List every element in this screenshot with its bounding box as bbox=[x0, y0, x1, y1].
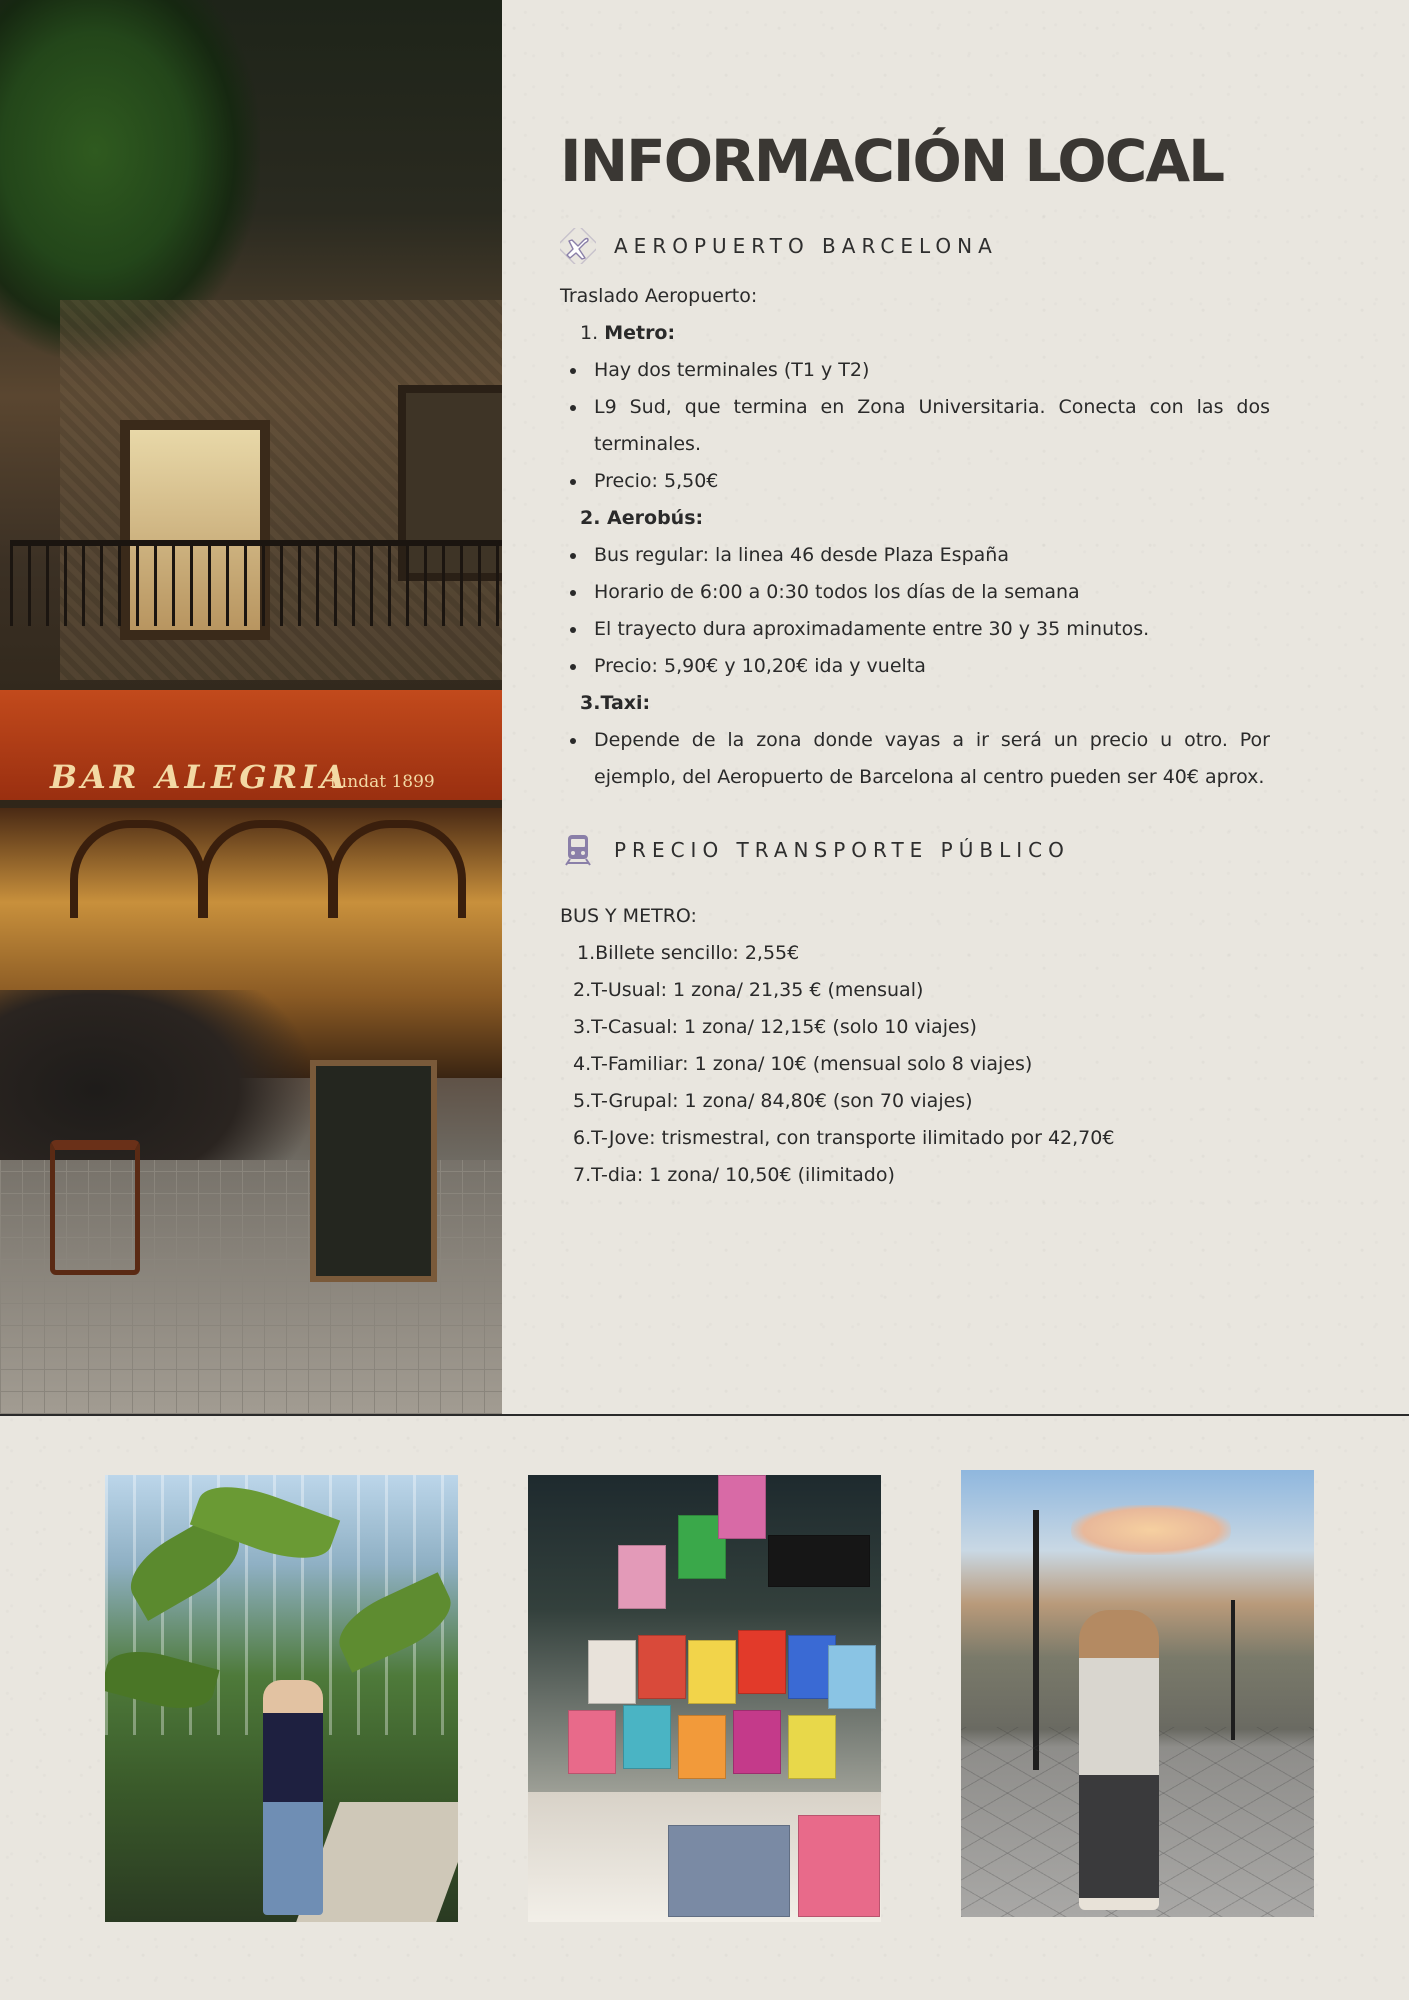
storefront-arch bbox=[70, 820, 206, 918]
list-item: Horario de 6:00 a 0:30 todos los días de la semana bbox=[560, 574, 1270, 611]
aerobus-subheading: 2. Aerobús: bbox=[580, 507, 704, 529]
list-item: 5.T-Grupal: 1 zona/ 84,80€ (son 70 viajes) bbox=[573, 1090, 973, 1112]
terrace-chair bbox=[50, 1140, 140, 1275]
train-icon bbox=[560, 832, 596, 868]
list-item: Bus regular: la linea 46 desde Plaza España bbox=[560, 537, 1270, 574]
magazine bbox=[828, 1645, 876, 1709]
airport-section-header bbox=[560, 228, 1270, 264]
magazine bbox=[768, 1535, 870, 1587]
storefront-arch bbox=[200, 820, 336, 918]
section-divider bbox=[0, 1414, 1409, 1416]
magazine bbox=[733, 1710, 781, 1774]
page-title: INFORMACIÓN LOCAL bbox=[560, 127, 1224, 195]
magazine bbox=[623, 1705, 671, 1769]
sunset-cloud bbox=[1071, 1505, 1231, 1555]
list-item: L9 Sud, que termina en Zona Universitaria. Conecta con las dos terminales. bbox=[560, 389, 1270, 463]
airport-intro: Traslado Aeropuerto: bbox=[560, 285, 758, 307]
magazine bbox=[788, 1715, 836, 1779]
greenhouse-photo bbox=[105, 1475, 458, 1922]
list-item: Hay dos terminales (T1 y T2) bbox=[560, 352, 1270, 389]
storefront-arch bbox=[330, 820, 466, 918]
awning-sign: BAR ALEGRIA bbox=[50, 758, 350, 796]
list-item: Precio: 5,50€ bbox=[560, 463, 1270, 500]
magazine bbox=[798, 1815, 880, 1917]
magazine bbox=[668, 1825, 790, 1917]
magazine bbox=[638, 1635, 686, 1699]
magazine bbox=[718, 1475, 766, 1539]
bookstore-photo bbox=[528, 1475, 881, 1922]
list-item: 6.T-Jove: trismestral, con transporte ilimitado por 42,70€ bbox=[573, 1127, 1115, 1149]
content-column bbox=[560, 120, 1270, 1194]
taxi-list bbox=[560, 722, 1270, 796]
metro-subheading bbox=[560, 315, 1270, 352]
taxi-subheading: 3.Taxi: bbox=[580, 692, 651, 714]
list-item: Depende de la zona donde vayas a ir será un precio u otro. Por ejemplo, del Aeropuerto de Barcelona al centro pueden ser 40€ aprox. bbox=[560, 722, 1270, 796]
hero-photo-bar-alegria bbox=[0, 0, 502, 1414]
list-item: 7.T-dia: 1 zona/ 10,50€ (ilimitado) bbox=[573, 1164, 895, 1186]
list-item: Precio: 5,90€ y 10,20€ ida y vuelta bbox=[560, 648, 1270, 685]
street-lamp bbox=[1231, 1600, 1235, 1740]
metro-label: Metro: bbox=[604, 322, 676, 344]
list-item: 3.T-Casual: 1 zona/ 12,15€ (solo 10 viajes) bbox=[573, 1016, 977, 1038]
magazine bbox=[588, 1640, 636, 1704]
metro-list bbox=[560, 352, 1270, 500]
airport-heading: AEROPUERTO BARCELONA bbox=[614, 234, 998, 258]
magazine bbox=[678, 1715, 726, 1779]
airport-body bbox=[560, 278, 1270, 796]
street-photo bbox=[961, 1470, 1314, 1917]
transport-body bbox=[560, 898, 1270, 1194]
magazine bbox=[618, 1545, 666, 1609]
list-item: 4.T-Familiar: 1 zona/ 10€ (mensual solo 8 viajes) bbox=[573, 1053, 1033, 1075]
metro-number: 1. bbox=[580, 322, 599, 344]
chalkboard-menu bbox=[310, 1060, 437, 1282]
aerobus-list bbox=[560, 537, 1270, 685]
airplane-icon bbox=[560, 228, 596, 264]
magazine bbox=[568, 1710, 616, 1774]
woman-standing bbox=[1079, 1610, 1159, 1910]
magazine bbox=[688, 1640, 736, 1704]
magazine bbox=[738, 1630, 786, 1694]
list-item: El trayecto dura aproximadamente entre 30 y 35 minutos. bbox=[560, 611, 1270, 648]
balcony-railing bbox=[10, 540, 502, 626]
transport-section-header bbox=[560, 832, 1270, 868]
person-standing bbox=[263, 1680, 323, 1915]
transport-heading: PRECIO TRANSPORTE PÚBLICO bbox=[614, 838, 1070, 862]
transport-intro: BUS Y METRO: bbox=[560, 905, 697, 927]
list-item: 2.T-Usual: 1 zona/ 21,35 € (mensual) bbox=[573, 979, 924, 1001]
list-item: 1.Billete sencillo: 2,55€ bbox=[577, 942, 800, 964]
awning-sign-sub: fundat 1899 bbox=[330, 772, 435, 792]
